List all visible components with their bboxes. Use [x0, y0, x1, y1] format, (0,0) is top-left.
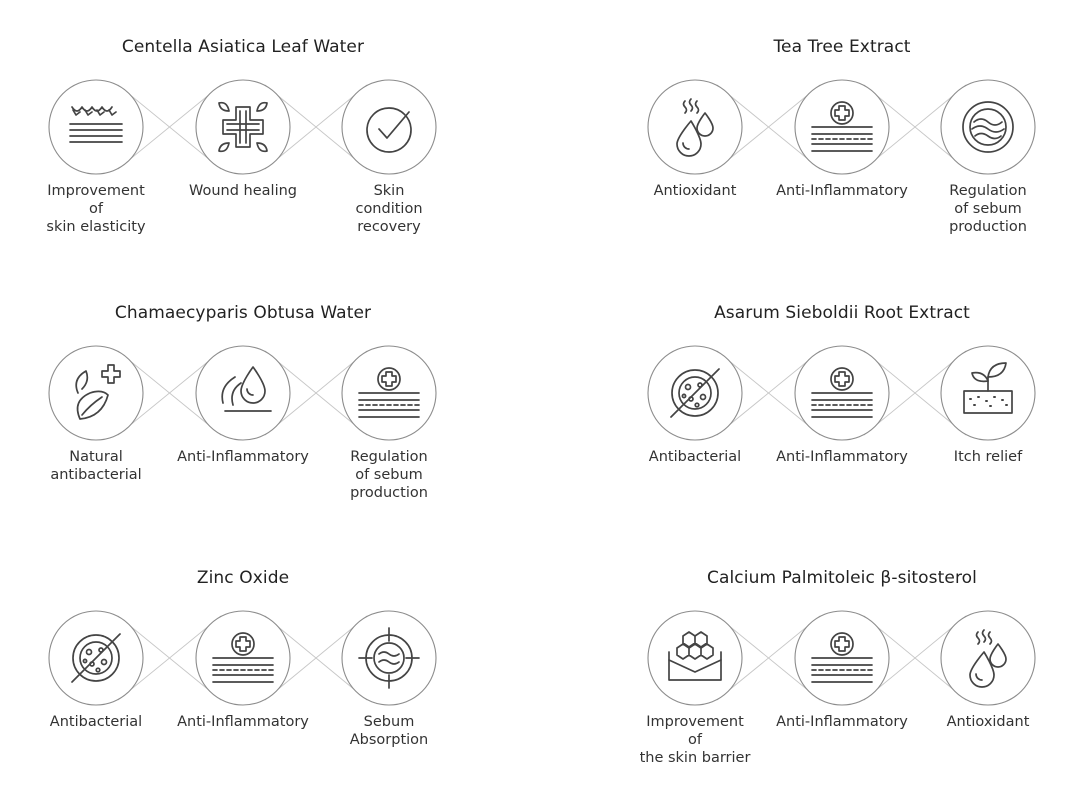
ingredient-group: [632, 12, 1052, 262]
benefit-circles: [33, 608, 453, 718]
benefit-circles: [33, 77, 453, 187]
benefit-label: Regulation of sebum production: [350, 449, 428, 501]
ingredient-title: Tea Tree Extract: [773, 37, 911, 57]
benefit-circle: [941, 80, 1035, 174]
benefit-label: Antibacterial: [648, 449, 742, 465]
benefit-circle: [196, 346, 290, 440]
benefit-label: Antibacterial: [49, 714, 143, 730]
benefit-label: Natural antibacterial: [50, 449, 142, 483]
benefit-label: Antioxidant: [946, 714, 1030, 730]
antibacterial-icon: [671, 369, 719, 417]
benefit-label: Wound healing: [189, 183, 297, 199]
ingredient-title: Centella Asiatica Leaf Water: [121, 37, 365, 57]
antibacterial-icon: [72, 634, 120, 682]
ingredient-title: Calcium Palmitoleic β-sitosterol: [706, 568, 977, 588]
benefit-label: Skin condition recovery: [355, 183, 423, 235]
benefit-label: Anti-Inflammatory: [776, 183, 908, 199]
benefit-label: Sebum Absorption: [349, 714, 429, 748]
benefit-circles: [632, 343, 1052, 453]
benefit-circles: [33, 343, 453, 453]
benefit-circle: [196, 80, 290, 174]
benefit-label: Anti-Inflammatory: [776, 714, 908, 730]
benefit-circle: [342, 80, 436, 174]
benefit-circle: [49, 80, 143, 174]
ingredient-title: Chamaecyparis Obtusa Water: [114, 303, 372, 323]
benefit-circles: [632, 77, 1052, 187]
benefit-circle: [941, 346, 1035, 440]
ingredient-group: [33, 278, 453, 528]
benefit-label: Anti-Inflammatory: [177, 714, 309, 730]
benefit-circle: [342, 611, 436, 705]
ingredient-group: [33, 543, 453, 793]
ingredient-title: Asarum Sieboldii Root Extract: [714, 303, 970, 323]
ingredient-group: [632, 543, 1052, 793]
ingredient-title: Zinc Oxide: [196, 568, 290, 588]
benefit-label: Regulation of sebum production: [949, 183, 1027, 235]
benefit-circle: [49, 346, 143, 440]
benefit-label: Improvement of the skin barrier: [639, 714, 751, 766]
benefit-label: Anti-Inflammatory: [776, 449, 908, 465]
benefit-label: Improvement of skin elasticity: [46, 183, 146, 235]
benefit-label: Itch relief: [953, 449, 1023, 465]
benefit-circles: [632, 608, 1052, 718]
benefit-label: Anti-Inflammatory: [177, 449, 309, 465]
benefit-label: Antioxidant: [653, 183, 737, 199]
ingredient-group: [632, 278, 1052, 528]
ingredient-group: [33, 12, 453, 262]
